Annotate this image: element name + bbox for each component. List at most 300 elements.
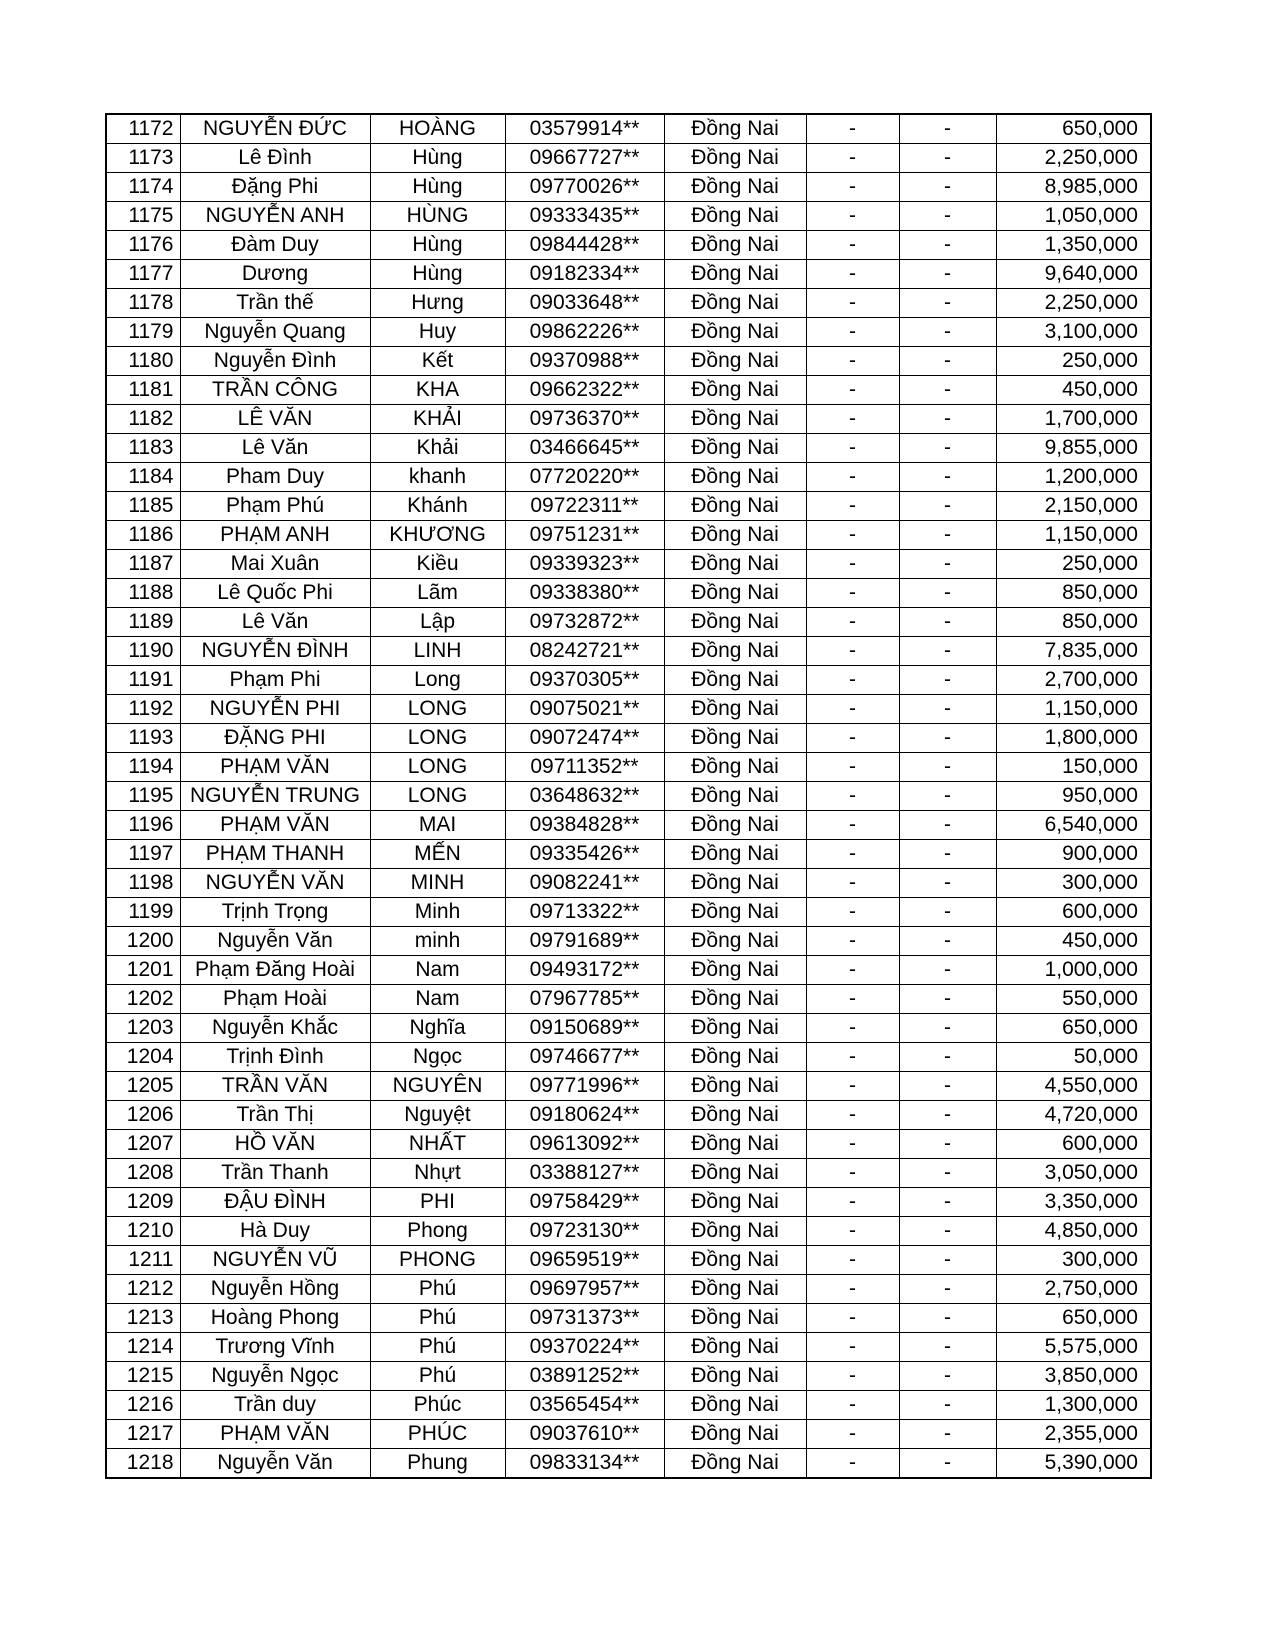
cell-last-name: NGUYỄN ĐỨC (180, 114, 370, 144)
cell-province: Đồng Nai (664, 1449, 806, 1479)
cell-province: Đồng Nai (664, 695, 806, 724)
cell-first-name: Hùng (370, 231, 505, 260)
cell-number: 1173 (106, 144, 180, 173)
cell-last-name: Nguyễn Văn (180, 1449, 370, 1479)
cell-last-name: NGUYỄN PHI (180, 695, 370, 724)
cell-dash-1: - (806, 463, 899, 492)
table-row (106, 753, 1151, 782)
cell-dash-1: - (806, 1130, 899, 1159)
cell-amount: 1,200,000 (996, 463, 1151, 492)
cell-first-name: LONG (370, 724, 505, 753)
cell-last-name: PHẠM VĂN (180, 753, 370, 782)
cell-number: 1210 (106, 1217, 180, 1246)
cell-phone: 09082241** (505, 869, 664, 898)
cell-amount: 850,000 (996, 608, 1151, 637)
cell-number: 1181 (106, 376, 180, 405)
cell-number: 1206 (106, 1101, 180, 1130)
cell-first-name: KHƯƠNG (370, 521, 505, 550)
cell-last-name: NGUYỄN VŨ (180, 1246, 370, 1275)
cell-dash-2: - (899, 260, 996, 289)
table-row (106, 521, 1151, 550)
cell-phone: 09770026** (505, 173, 664, 202)
cell-last-name: PHẠM VĂN (180, 811, 370, 840)
cell-last-name: Trương Vĩnh (180, 1333, 370, 1362)
cell-dash-2: - (899, 434, 996, 463)
table-row (106, 1420, 1151, 1449)
cell-phone: 03388127** (505, 1159, 664, 1188)
cell-amount: 5,390,000 (996, 1449, 1151, 1479)
table-row (106, 985, 1151, 1014)
cell-phone: 09833134** (505, 1449, 664, 1479)
cell-dash-2: - (899, 985, 996, 1014)
cell-province: Đồng Nai (664, 985, 806, 1014)
cell-dash-1: - (806, 840, 899, 869)
cell-dash-1: - (806, 1304, 899, 1333)
cell-province: Đồng Nai (664, 1043, 806, 1072)
table-row (106, 144, 1151, 173)
cell-province: Đồng Nai (664, 521, 806, 550)
table-row (106, 840, 1151, 869)
cell-last-name: NGUYỄN VĂN (180, 869, 370, 898)
cell-number: 1200 (106, 927, 180, 956)
table-row (106, 231, 1151, 260)
cell-amount: 3,050,000 (996, 1159, 1151, 1188)
cell-dash-1: - (806, 637, 899, 666)
cell-dash-1: - (806, 666, 899, 695)
cell-dash-2: - (899, 1420, 996, 1449)
cell-province: Đồng Nai (664, 1362, 806, 1391)
cell-last-name: Phạm Đăng Hoài (180, 956, 370, 985)
cell-number: 1180 (106, 347, 180, 376)
cell-province: Đồng Nai (664, 608, 806, 637)
cell-province: Đồng Nai (664, 434, 806, 463)
cell-province: Đồng Nai (664, 956, 806, 985)
cell-amount: 300,000 (996, 869, 1151, 898)
cell-dash-1: - (806, 753, 899, 782)
cell-last-name: PHẠM ANH (180, 521, 370, 550)
cell-dash-2: - (899, 1391, 996, 1420)
cell-last-name: NGUYỄN TRUNG (180, 782, 370, 811)
cell-phone: 09150689** (505, 1014, 664, 1043)
cell-amount: 3,850,000 (996, 1362, 1151, 1391)
cell-province: Đồng Nai (664, 1159, 806, 1188)
cell-last-name: Lê Văn (180, 608, 370, 637)
cell-first-name: Hưng (370, 289, 505, 318)
table-row (106, 637, 1151, 666)
donation-table (105, 113, 1152, 1479)
cell-dash-1: - (806, 898, 899, 927)
cell-dash-1: - (806, 1101, 899, 1130)
table-row (106, 869, 1151, 898)
cell-phone: 09771996** (505, 1072, 664, 1101)
cell-number: 1213 (106, 1304, 180, 1333)
cell-dash-2: - (899, 289, 996, 318)
cell-last-name: Dương (180, 260, 370, 289)
cell-dash-2: - (899, 144, 996, 173)
cell-amount: 1,000,000 (996, 956, 1151, 985)
cell-last-name: PHẠM THANH (180, 840, 370, 869)
cell-dash-2: - (899, 811, 996, 840)
cell-phone: 09338380** (505, 579, 664, 608)
cell-last-name: Trần duy (180, 1391, 370, 1420)
table-row (106, 1159, 1151, 1188)
cell-first-name: MINH (370, 869, 505, 898)
cell-amount: 650,000 (996, 1014, 1151, 1043)
cell-first-name: Kết (370, 347, 505, 376)
cell-last-name: Hoàng Phong (180, 1304, 370, 1333)
cell-phone: 09697957** (505, 1275, 664, 1304)
cell-dash-2: - (899, 608, 996, 637)
cell-dash-1: - (806, 956, 899, 985)
cell-number: 1189 (106, 608, 180, 637)
cell-phone: 03579914** (505, 114, 664, 144)
cell-dash-1: - (806, 1217, 899, 1246)
cell-dash-2: - (899, 1043, 996, 1072)
cell-phone: 08242721** (505, 637, 664, 666)
cell-amount: 4,550,000 (996, 1072, 1151, 1101)
cell-province: Đồng Nai (664, 666, 806, 695)
cell-dash-1: - (806, 1449, 899, 1479)
cell-dash-2: - (899, 1275, 996, 1304)
cell-dash-2: - (899, 1246, 996, 1275)
cell-province: Đồng Nai (664, 318, 806, 347)
cell-first-name: PHI (370, 1188, 505, 1217)
cell-number: 1177 (106, 260, 180, 289)
cell-last-name: Nguyễn Đình (180, 347, 370, 376)
table-row (106, 1188, 1151, 1217)
cell-phone: 09339323** (505, 550, 664, 579)
cell-dash-1: - (806, 1391, 899, 1420)
cell-last-name: Phạm Hoài (180, 985, 370, 1014)
cell-dash-2: - (899, 782, 996, 811)
cell-phone: 09746677** (505, 1043, 664, 1072)
cell-phone: 09333435** (505, 202, 664, 231)
cell-first-name: Kiều (370, 550, 505, 579)
table-row (106, 114, 1151, 144)
cell-dash-2: - (899, 405, 996, 434)
cell-last-name: NGUYỄN ANH (180, 202, 370, 231)
cell-phone: 09370305** (505, 666, 664, 695)
table-row (106, 173, 1151, 202)
cell-amount: 1,050,000 (996, 202, 1151, 231)
cell-province: Đồng Nai (664, 114, 806, 144)
cell-dash-1: - (806, 579, 899, 608)
cell-last-name: Trần Thị (180, 1101, 370, 1130)
cell-dash-1: - (806, 608, 899, 637)
cell-province: Đồng Nai (664, 405, 806, 434)
cell-dash-2: - (899, 173, 996, 202)
table-row (106, 1043, 1151, 1072)
cell-dash-2: - (899, 521, 996, 550)
cell-province: Đồng Nai (664, 463, 806, 492)
table-row (106, 782, 1151, 811)
cell-phone: 09370988** (505, 347, 664, 376)
cell-number: 1218 (106, 1449, 180, 1479)
cell-number: 1197 (106, 840, 180, 869)
cell-last-name: Nguyễn Ngọc (180, 1362, 370, 1391)
cell-last-name: ĐẬU ĐÌNH (180, 1188, 370, 1217)
cell-last-name: Lê Quốc Phi (180, 579, 370, 608)
cell-dash-1: - (806, 231, 899, 260)
cell-dash-1: - (806, 1043, 899, 1072)
cell-first-name: Nam (370, 985, 505, 1014)
cell-dash-2: - (899, 550, 996, 579)
cell-dash-1: - (806, 724, 899, 753)
cell-province: Đồng Nai (664, 1333, 806, 1362)
cell-last-name: Nguyễn Quang (180, 318, 370, 347)
cell-province: Đồng Nai (664, 1246, 806, 1275)
cell-first-name: PHÚC (370, 1420, 505, 1449)
cell-first-name: Hùng (370, 144, 505, 173)
cell-province: Đồng Nai (664, 550, 806, 579)
table-row (106, 1217, 1151, 1246)
cell-last-name: Lê Đình (180, 144, 370, 173)
cell-number: 1208 (106, 1159, 180, 1188)
cell-number: 1193 (106, 724, 180, 753)
cell-number: 1215 (106, 1362, 180, 1391)
cell-number: 1204 (106, 1043, 180, 1072)
cell-first-name: HOÀNG (370, 114, 505, 144)
cell-dash-2: - (899, 318, 996, 347)
cell-last-name: Mai Xuân (180, 550, 370, 579)
cell-dash-2: - (899, 114, 996, 144)
cell-dash-2: - (899, 1072, 996, 1101)
cell-first-name: Phú (370, 1362, 505, 1391)
cell-number: 1185 (106, 492, 180, 521)
cell-amount: 850,000 (996, 579, 1151, 608)
table-row (106, 927, 1151, 956)
cell-amount: 650,000 (996, 114, 1151, 144)
cell-dash-1: - (806, 1362, 899, 1391)
cell-first-name: Phú (370, 1275, 505, 1304)
cell-dash-2: - (899, 463, 996, 492)
table-row (106, 666, 1151, 695)
cell-amount: 2,700,000 (996, 666, 1151, 695)
cell-last-name: Phạm Phú (180, 492, 370, 521)
cell-number: 1199 (106, 898, 180, 927)
cell-phone: 03466645** (505, 434, 664, 463)
cell-dash-1: - (806, 492, 899, 521)
cell-last-name: Phạm Phi (180, 666, 370, 695)
cell-dash-2: - (899, 202, 996, 231)
table-row (106, 1391, 1151, 1420)
cell-number: 1201 (106, 956, 180, 985)
cell-amount: 2,355,000 (996, 1420, 1151, 1449)
cell-province: Đồng Nai (664, 289, 806, 318)
cell-province: Đồng Nai (664, 1420, 806, 1449)
cell-dash-2: - (899, 1130, 996, 1159)
cell-phone: 07967785** (505, 985, 664, 1014)
cell-dash-2: - (899, 1014, 996, 1043)
cell-number: 1194 (106, 753, 180, 782)
cell-dash-1: - (806, 869, 899, 898)
cell-number: 1192 (106, 695, 180, 724)
cell-province: Đồng Nai (664, 1188, 806, 1217)
cell-phone: 09033648** (505, 289, 664, 318)
cell-last-name: Nguyễn Hồng (180, 1275, 370, 1304)
table-body (106, 114, 1151, 1478)
cell-last-name: Trịnh Trọng (180, 898, 370, 927)
cell-phone: 09711352** (505, 753, 664, 782)
cell-last-name: LÊ VĂN (180, 405, 370, 434)
cell-amount: 1,700,000 (996, 405, 1151, 434)
table-row (106, 1275, 1151, 1304)
cell-amount: 2,250,000 (996, 289, 1151, 318)
cell-phone: 09659519** (505, 1246, 664, 1275)
cell-first-name: Long (370, 666, 505, 695)
cell-number: 1190 (106, 637, 180, 666)
cell-amount: 3,100,000 (996, 318, 1151, 347)
cell-province: Đồng Nai (664, 1304, 806, 1333)
cell-province: Đồng Nai (664, 1217, 806, 1246)
cell-province: Đồng Nai (664, 927, 806, 956)
cell-phone: 07720220** (505, 463, 664, 492)
cell-province: Đồng Nai (664, 1101, 806, 1130)
table-row (106, 898, 1151, 927)
cell-first-name: Huy (370, 318, 505, 347)
cell-phone: 09862226** (505, 318, 664, 347)
cell-dash-2: - (899, 956, 996, 985)
cell-dash-1: - (806, 289, 899, 318)
cell-province: Đồng Nai (664, 782, 806, 811)
cell-dash-1: - (806, 811, 899, 840)
cell-amount: 50,000 (996, 1043, 1151, 1072)
cell-first-name: LONG (370, 695, 505, 724)
cell-first-name: Khải (370, 434, 505, 463)
cell-dash-1: - (806, 347, 899, 376)
cell-dash-1: - (806, 1159, 899, 1188)
cell-dash-1: - (806, 173, 899, 202)
cell-dash-2: - (899, 724, 996, 753)
cell-phone: 09075021** (505, 695, 664, 724)
table-row (106, 1333, 1151, 1362)
cell-dash-1: - (806, 521, 899, 550)
cell-phone: 09072474** (505, 724, 664, 753)
cell-dash-2: - (899, 869, 996, 898)
cell-province: Đồng Nai (664, 347, 806, 376)
cell-phone: 09662322** (505, 376, 664, 405)
table-row (106, 463, 1151, 492)
cell-last-name: Trịnh Đình (180, 1043, 370, 1072)
cell-dash-2: - (899, 1101, 996, 1130)
cell-number: 1183 (106, 434, 180, 463)
cell-first-name: NHẤT (370, 1130, 505, 1159)
cell-amount: 1,300,000 (996, 1391, 1151, 1420)
cell-first-name: Phú (370, 1333, 505, 1362)
cell-dash-2: - (899, 1333, 996, 1362)
cell-first-name: PHONG (370, 1246, 505, 1275)
cell-first-name: Phúc (370, 1391, 505, 1420)
cell-dash-1: - (806, 927, 899, 956)
cell-amount: 450,000 (996, 376, 1151, 405)
cell-dash-2: - (899, 637, 996, 666)
cell-province: Đồng Nai (664, 1275, 806, 1304)
cell-first-name: Lãm (370, 579, 505, 608)
cell-last-name: Đàm Duy (180, 231, 370, 260)
cell-number: 1212 (106, 1275, 180, 1304)
cell-last-name: PHẠM VĂN (180, 1420, 370, 1449)
table-row (106, 1449, 1151, 1479)
cell-last-name: TRẦN CÔNG (180, 376, 370, 405)
cell-amount: 650,000 (996, 1304, 1151, 1333)
cell-province: Đồng Nai (664, 579, 806, 608)
cell-dash-2: - (899, 1304, 996, 1333)
cell-amount: 2,250,000 (996, 144, 1151, 173)
cell-amount: 600,000 (996, 1130, 1151, 1159)
cell-phone: 09736370** (505, 405, 664, 434)
cell-phone: 03565454** (505, 1391, 664, 1420)
cell-dash-1: - (806, 1014, 899, 1043)
table-row (106, 695, 1151, 724)
cell-last-name: Nguyễn Khắc (180, 1014, 370, 1043)
cell-province: Đồng Nai (664, 376, 806, 405)
cell-province: Đồng Nai (664, 1130, 806, 1159)
cell-first-name: Lập (370, 608, 505, 637)
table-row (106, 202, 1151, 231)
cell-number: 1179 (106, 318, 180, 347)
cell-amount: 1,150,000 (996, 695, 1151, 724)
cell-first-name: Nghĩa (370, 1014, 505, 1043)
cell-number: 1202 (106, 985, 180, 1014)
cell-number: 1203 (106, 1014, 180, 1043)
cell-dash-2: - (899, 1188, 996, 1217)
cell-province: Đồng Nai (664, 260, 806, 289)
cell-number: 1207 (106, 1130, 180, 1159)
cell-phone: 09667727** (505, 144, 664, 173)
cell-phone: 09713322** (505, 898, 664, 927)
cell-province: Đồng Nai (664, 1391, 806, 1420)
cell-last-name: Nguyễn Văn (180, 927, 370, 956)
cell-phone: 09722311** (505, 492, 664, 521)
cell-first-name: khanh (370, 463, 505, 492)
cell-dash-1: - (806, 1188, 899, 1217)
cell-phone: 09370224** (505, 1333, 664, 1362)
cell-amount: 3,350,000 (996, 1188, 1151, 1217)
cell-amount: 1,800,000 (996, 724, 1151, 753)
cell-amount: 250,000 (996, 347, 1151, 376)
cell-number: 1188 (106, 579, 180, 608)
cell-last-name: Pham Duy (180, 463, 370, 492)
cell-first-name: Hùng (370, 260, 505, 289)
cell-dash-2: - (899, 840, 996, 869)
cell-dash-1: - (806, 782, 899, 811)
cell-amount: 9,855,000 (996, 434, 1151, 463)
cell-dash-2: - (899, 1362, 996, 1391)
cell-dash-1: - (806, 550, 899, 579)
cell-amount: 950,000 (996, 782, 1151, 811)
cell-dash-2: - (899, 231, 996, 260)
cell-phone: 09037610** (505, 1420, 664, 1449)
cell-number: 1182 (106, 405, 180, 434)
cell-amount: 1,350,000 (996, 231, 1151, 260)
cell-dash-1: - (806, 202, 899, 231)
table-row (106, 492, 1151, 521)
table-row (106, 289, 1151, 318)
cell-dash-1: - (806, 1333, 899, 1362)
cell-dash-1: - (806, 405, 899, 434)
cell-amount: 7,835,000 (996, 637, 1151, 666)
cell-phone: 09758429** (505, 1188, 664, 1217)
cell-dash-1: - (806, 260, 899, 289)
cell-first-name: LONG (370, 753, 505, 782)
cell-number: 1186 (106, 521, 180, 550)
cell-dash-2: - (899, 492, 996, 521)
table-row (106, 376, 1151, 405)
cell-amount: 600,000 (996, 898, 1151, 927)
cell-province: Đồng Nai (664, 753, 806, 782)
cell-province: Đồng Nai (664, 637, 806, 666)
table-row (106, 1130, 1151, 1159)
